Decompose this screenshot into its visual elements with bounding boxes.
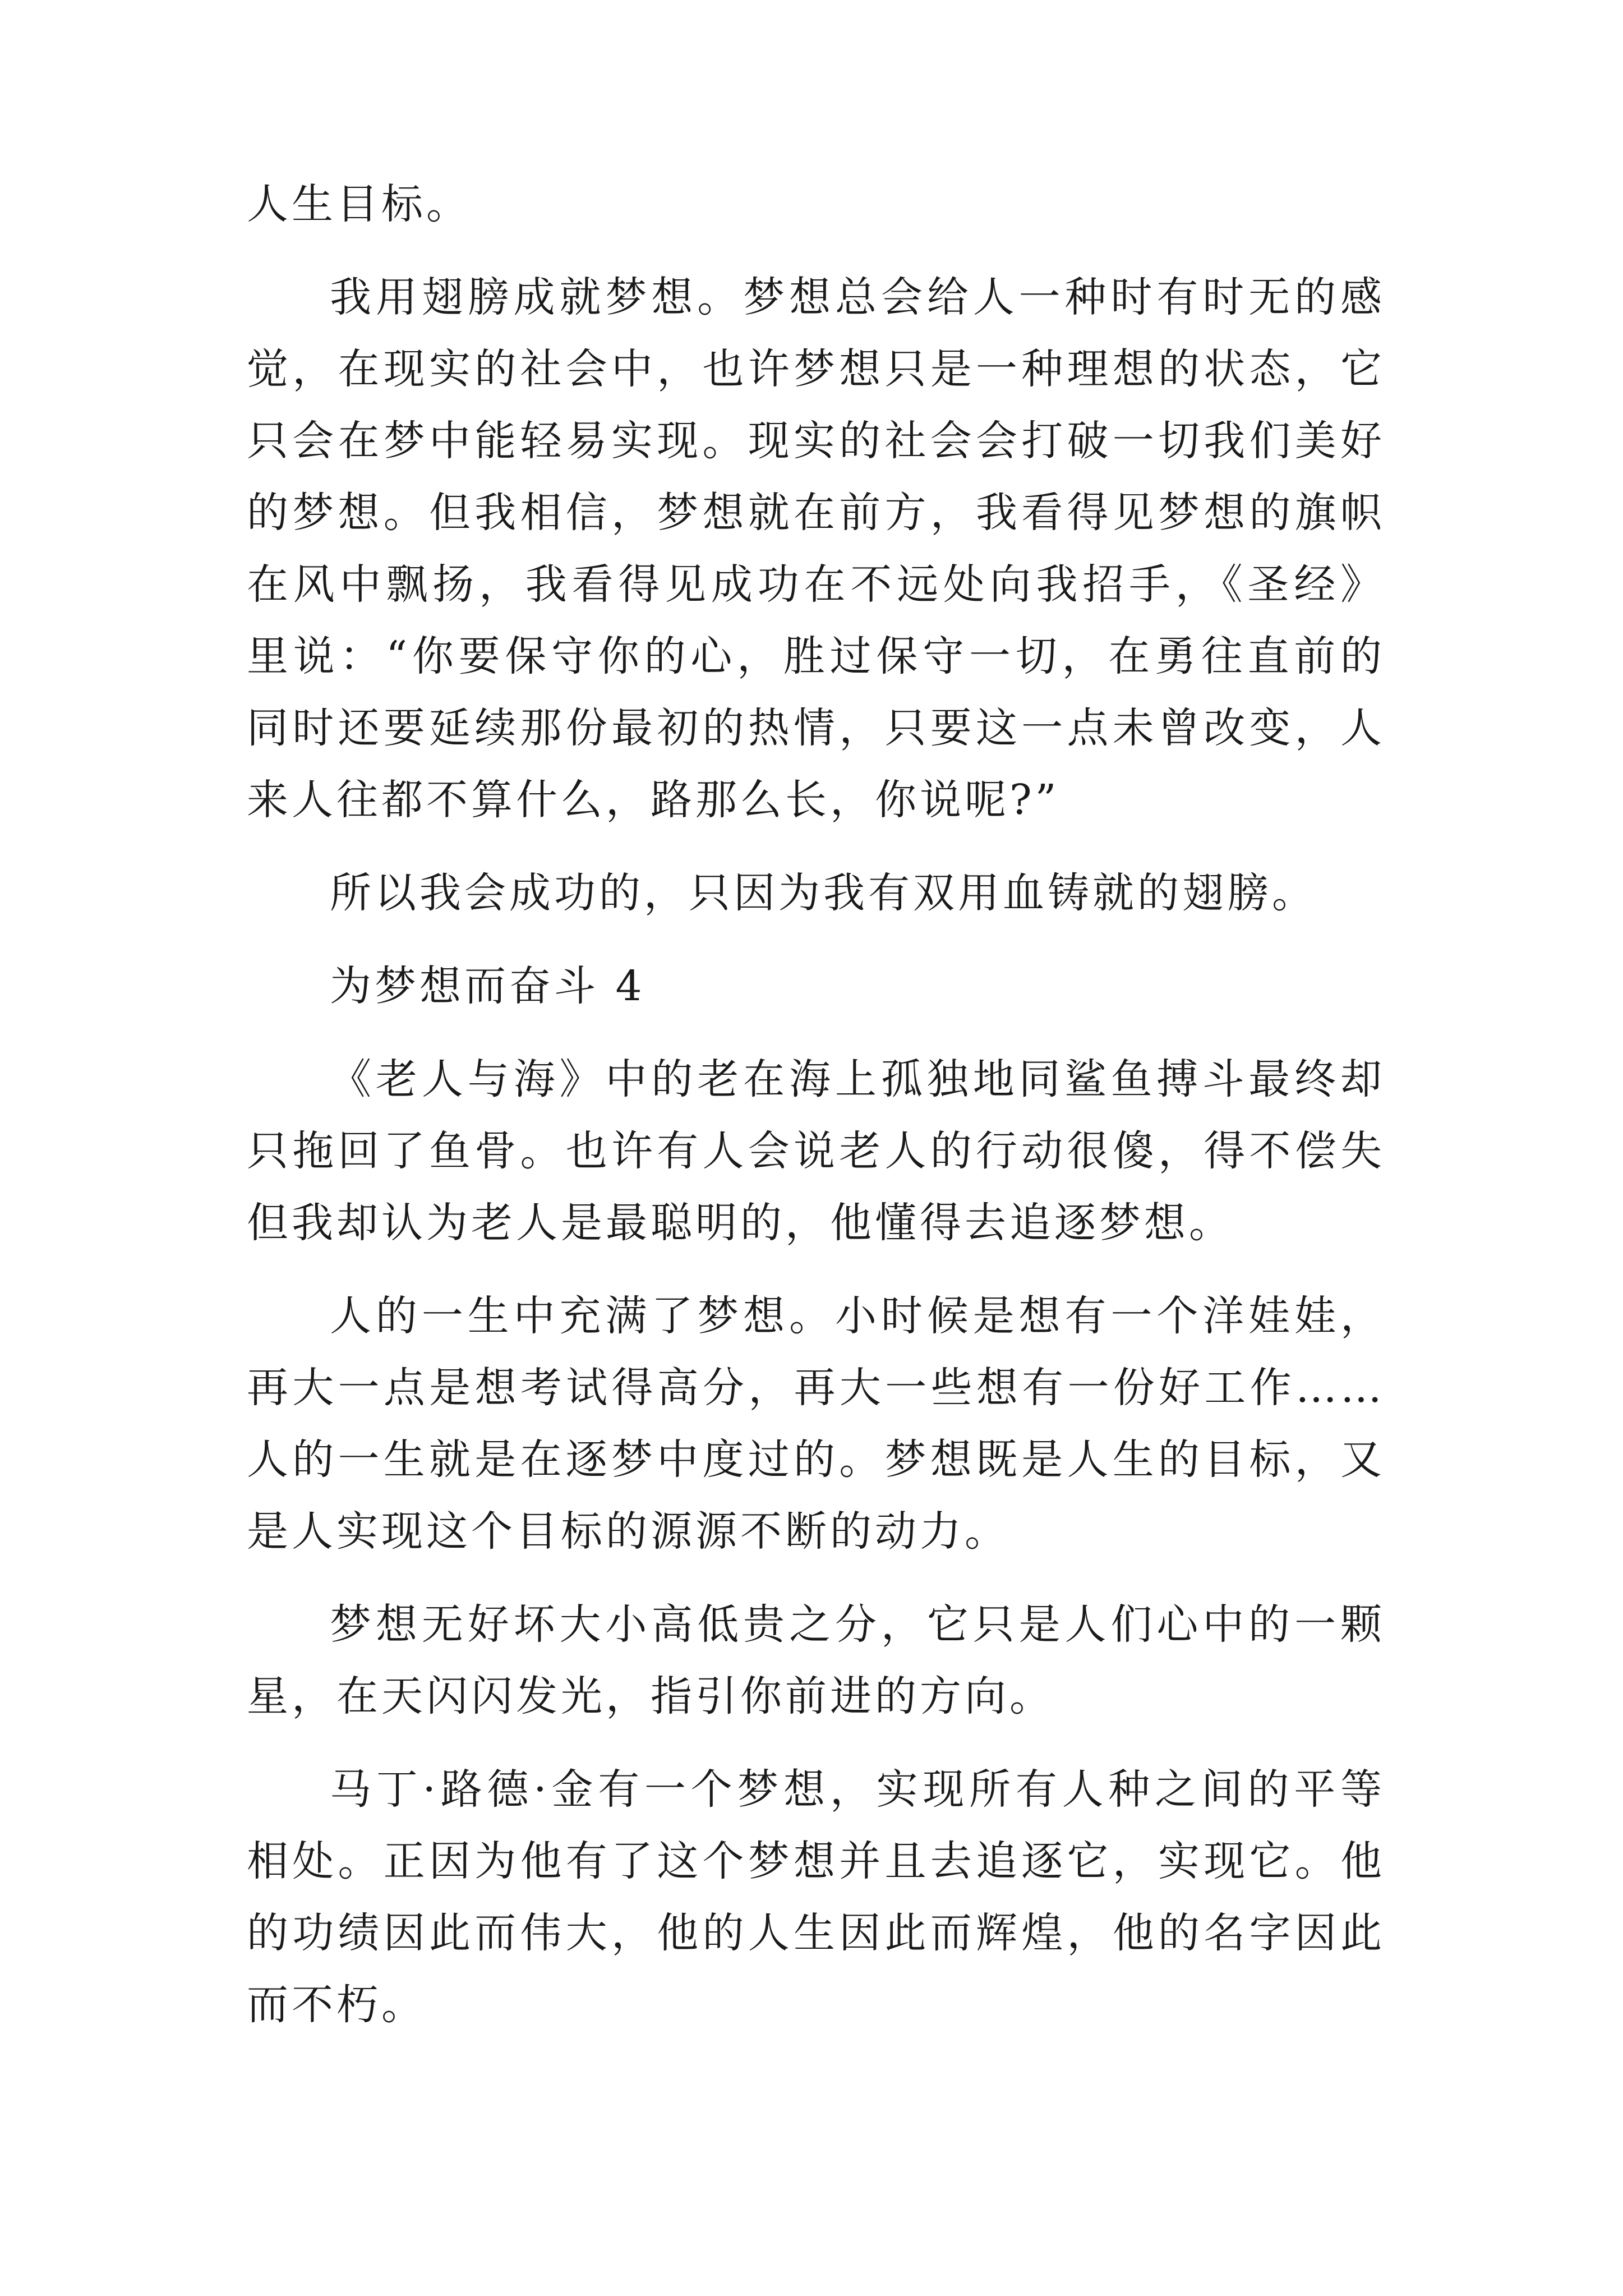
paragraph-3: 所以我会成功的，只因为我有双用血铸就的翅膀。 — [330, 869, 1317, 917]
paragraph-2: 我用翅膀成就梦想。梦想总会给人一种时有时无的感觉，在现实的社会中，也许梦想只是一种理想的状态，它只会在梦中能轻易实现。现实的社会会打破一切我们美好的梦想。但我相信，梦想就在前方，我看得见梦想的旗帜在风中飘扬，我看得见成功在不远处向我招手，《圣经》里说：“你要保守你的心，胜过保守一切，在勇往直前的同时还要延续那份最初的热情，只要这一点未曾改变，人来人往都不算什么，路那么长，你说呢?” — [247, 273, 1385, 824]
paragraph-7: 马丁·路德·金有一个梦想，实现所有人种之间的平等相处。正因为他有了这个梦想并且去追逐它，实现它。他的功绩因此而伟大，他的人生因此而辉煌，他的名字因此而不朽。 — [247, 1765, 1385, 2029]
document-body — [247, 168, 1385, 2062]
paragraph-6: 梦想无好坏大小高低贵之分，它只是人们心中的一颗星，在天闪闪发光，指引你前进的方向。 — [247, 1600, 1385, 1720]
paragraph-1: 人生目标。 — [247, 180, 471, 228]
paragraph-4: 《老人与海》中的老在海上孤独地同鲨鱼搏斗最终却只拖回了鱼骨。也许有人会说老人的行动很傻，得不偿失但我却认为老人是最聪明的，他懂得去追逐梦想。 — [247, 1055, 1385, 1247]
paragraph-5: 人的一生中充满了梦想。小时候是想有一个洋娃娃，再大一点是想考试得高分，再大一些想有一份好工作……人的一生就是在逐梦中度过的。梦想既是人生的目标，又是人实现这个目标的源源不断的动力。 — [247, 1292, 1385, 1556]
section-heading: 为梦想而奋斗 4 — [330, 962, 645, 1010]
